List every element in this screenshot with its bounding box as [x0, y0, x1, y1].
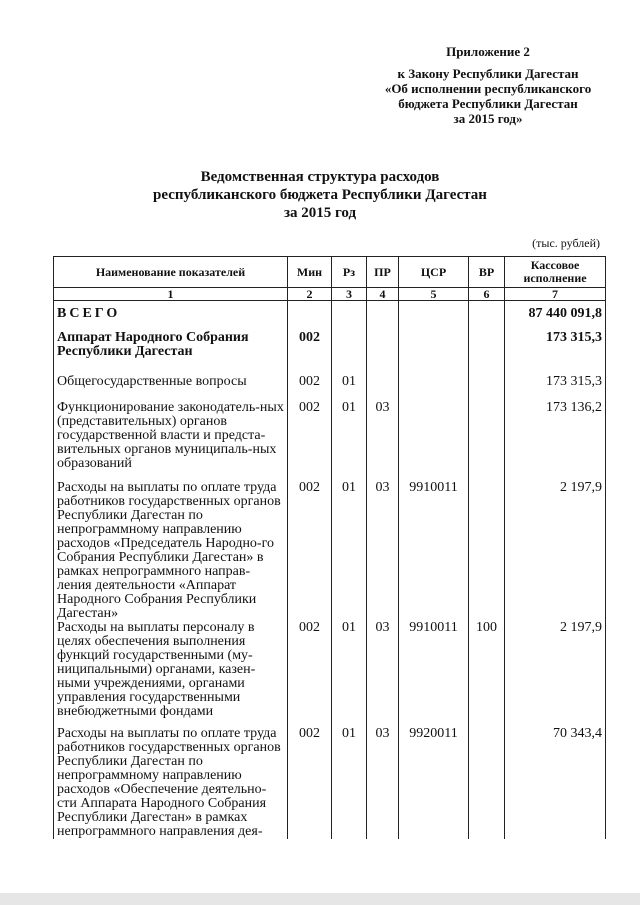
row-name: Аппарат Народного Собрания Республики Дагестан	[54, 331, 288, 375]
row-vr	[469, 375, 505, 401]
appendix-line: бюджета Республики Дагестан	[398, 96, 578, 111]
row-min: 002	[288, 481, 332, 621]
row-pr: 03	[367, 621, 399, 727]
appendix-line: «Об исполнении республиканского	[384, 81, 592, 96]
row-rz: 01	[332, 621, 367, 727]
row-csr	[399, 375, 469, 401]
row-rz: 01	[332, 727, 367, 839]
row-csr: 9910011	[399, 621, 469, 727]
appendix-block	[368, 44, 608, 126]
row-csr: 9920011	[399, 727, 469, 839]
row-vr	[469, 331, 505, 375]
row-pr: 03	[367, 727, 399, 839]
col-number: 3	[332, 288, 367, 301]
table-row	[54, 481, 606, 621]
col-number: 2	[288, 288, 332, 301]
expenditure-table	[53, 256, 606, 839]
header-name: Наименование показателей	[54, 257, 288, 288]
col-number: 1	[54, 288, 288, 301]
total-value: 87 440 091,8	[505, 301, 606, 332]
table-row	[54, 401, 606, 481]
header-min: Мин	[288, 257, 332, 288]
row-name: Функционирование законодатель-ных (представительных) органов государственной власти и предста-вительных органов муниципаль-ных образований	[54, 401, 288, 481]
row-pr: 03	[367, 401, 399, 481]
row-value: 173 315,3	[505, 331, 606, 375]
column-number-row	[54, 288, 606, 301]
row-value: 173 136,2	[505, 401, 606, 481]
total-row	[54, 301, 606, 332]
header-pr: ПР	[367, 257, 399, 288]
header-row	[54, 257, 606, 288]
row-csr	[399, 401, 469, 481]
row-min: 002	[288, 401, 332, 481]
header-rz: Рз	[332, 257, 367, 288]
table-row	[54, 727, 606, 839]
row-name: Общегосударственные вопросы	[54, 375, 288, 401]
row-pr	[367, 375, 399, 401]
row-vr	[469, 401, 505, 481]
appendix-line: к Закону Республики Дагестан	[397, 66, 579, 81]
header-vr: ВР	[469, 257, 505, 288]
col-number: 6	[469, 288, 505, 301]
row-min: 002	[288, 331, 332, 375]
row-vr: 100	[469, 621, 505, 727]
col-number: 7	[505, 288, 606, 301]
row-csr	[399, 331, 469, 375]
row-vr	[469, 727, 505, 839]
appendix-title: Приложение 2	[446, 44, 530, 59]
row-min: 002	[288, 621, 332, 727]
table-row	[54, 621, 606, 727]
row-vr	[469, 481, 505, 621]
row-name: Расходы на выплаты по оплате труда работников государственных органов Республики Дагестан по непрограммному направлению расходов «Председатель Народно-го Собрания Республики Дагестан» в рамках непрограммного направ-ления деятельности «Аппарат Народного Собрания Республики Дагестан»	[54, 481, 288, 621]
row-min: 002	[288, 727, 332, 839]
row-pr: 03	[367, 481, 399, 621]
document-title	[0, 168, 640, 222]
title-line: республиканского бюджета Республики Дагестан	[153, 187, 487, 203]
row-rz: 01	[332, 401, 367, 481]
row-rz: 01	[332, 375, 367, 401]
header-exec: Кассовое исполнение	[505, 257, 606, 288]
col-number: 5	[399, 288, 469, 301]
title-line: Ведомственная структура расходов	[200, 169, 440, 185]
row-value: 2 197,9	[505, 481, 606, 621]
appendix-line: за 2015 год»	[453, 111, 523, 126]
table-row	[54, 375, 606, 401]
row-pr	[367, 331, 399, 375]
row-rz: 01	[332, 481, 367, 621]
row-name: Расходы на выплаты персоналу в целях обеспечения выполнения функций государственными (му-ниципальными) органами, казен-ными учреждениями, органами управления государственными внебюджетными фондами	[54, 621, 288, 727]
total-label: ВСЕГО	[54, 301, 288, 332]
header-csr: ЦСР	[399, 257, 469, 288]
row-value: 70 343,4	[505, 727, 606, 839]
row-csr: 9910011	[399, 481, 469, 621]
title-line: за 2015 год	[283, 205, 357, 221]
row-name: Расходы на выплаты по оплате труда работников государственных органов Республики Дагестан по непрограммному направлению расходов «Обеспечение деятельно-сти Аппарата Народного Собрания Республики Дагестан» в рамках непрограммного направления дея-	[54, 727, 288, 839]
col-number: 4	[367, 288, 399, 301]
units-label: (тыс. рублей)	[532, 236, 600, 250]
scan-edge	[0, 893, 640, 905]
row-rz	[332, 331, 367, 375]
row-min: 002	[288, 375, 332, 401]
table-row	[54, 331, 606, 375]
row-value: 173 315,3	[505, 375, 606, 401]
row-value: 2 197,9	[505, 621, 606, 727]
